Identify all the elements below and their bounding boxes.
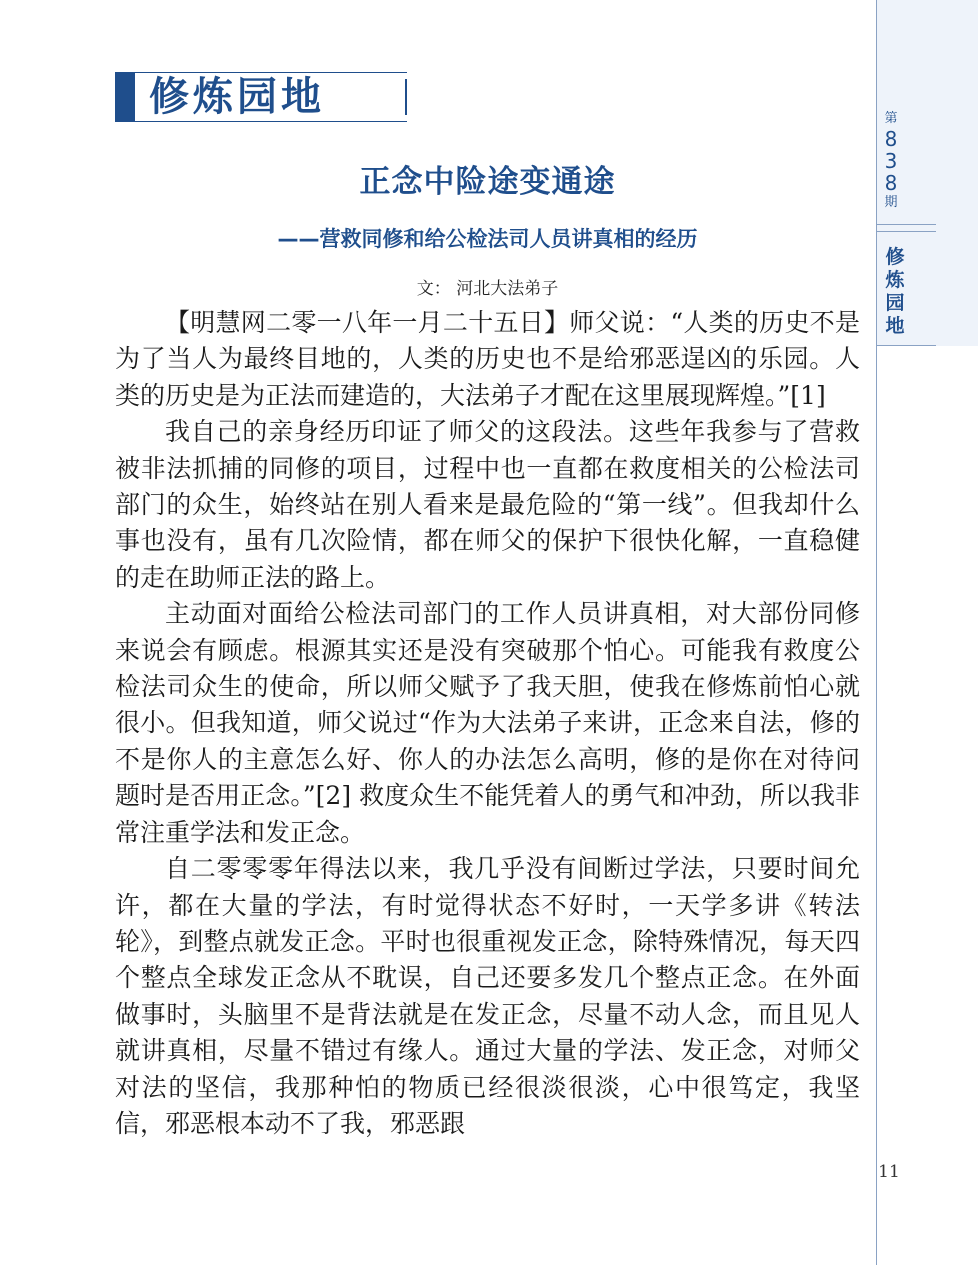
sidebar-rule xyxy=(876,224,936,225)
issue-number xyxy=(878,110,904,212)
section-banner xyxy=(115,72,407,122)
issue-digit: 8 xyxy=(884,127,898,151)
sidebar-rule xyxy=(876,345,936,346)
issue-suffix: 期 xyxy=(884,195,898,210)
article-title: 正念中险途变通途 xyxy=(359,164,616,200)
article-body xyxy=(115,305,860,1142)
article-byline: 文： 河北大法弟子 xyxy=(416,279,559,299)
paragraph: 主动面对面给公检法司部门的工作人员讲真相，对大部份同修来说会有顾虑。根源其实还是没有突破那个怕心。可能我有救度公检法司众生的使命，所以师父赋予了我天胆，使我在修炼前怕心就很小。但我知道，师父说过“作为大法弟子来讲，正念来自法，修的不是你人的主意怎么好、你人的办法怎么高明，修的是你在对待问题时是否用正念。”[2] 救度众生不能凭着人的勇气和冲劲，所以我非常注重学法和发正念。 xyxy=(115,599,860,847)
section-char: 园 xyxy=(885,292,905,314)
section-char: 修 xyxy=(885,246,905,268)
sidebar-section-label xyxy=(880,246,910,338)
section-char: 炼 xyxy=(885,269,905,291)
banner-end-line xyxy=(405,79,407,115)
page-sidebar xyxy=(876,0,978,1265)
paragraph: 我自己的亲身经历印证了师父的这段法。这些年我参与了营救被非法抓捕的同修的项目，过程中也一直都在救度相关的公检法司部门的众生，始终站在别人看来是最危险的“第一线”。但我却什么事也没有，虽有几次险情，都在师父的保护下很快化解，一直稳健的走在助师正法的路上。 xyxy=(115,417,860,592)
paragraph: 【明慧网二零一八年一月二十五日】师父说：“人类的历史不是为了当人为最终目地的，人类的历史也不是给邪恶逞凶的乐园。人类的历史是为正法而建造的，大法弟子才配在这里展现辉煌。”[1] xyxy=(115,308,860,410)
issue-digit: 8 xyxy=(884,171,898,195)
section-char: 地 xyxy=(885,315,905,337)
sidebar-divider xyxy=(876,0,877,1265)
issue-prefix: 第 xyxy=(884,111,898,126)
section-title: 修炼园地 xyxy=(149,74,325,120)
article-subtitle: ——营救同修和给公检法司人员讲真相的经历 xyxy=(277,227,698,251)
sidebar-rule xyxy=(876,231,936,232)
page-mark-line xyxy=(876,1195,877,1265)
issue-digit: 3 xyxy=(884,149,898,173)
paragraph: 自二零零零年得法以来，我几乎没有间断过学法，只要时间允许，都在大量的学法，有时觉得状态不好时，一天学多讲《转法轮》，到整点就发正念。平时也很重视发正念，除特殊情况，每天四个整点全球发正念从不耽误，自己还要多发几个整点正念。在外面做事时，头脑里不是背法就是在发正念，尽量不动人念，而且见人就讲真相，尽量不错过有缘人。通过大量的学法、发正念，对师父对法的坚信，我那种怕的物质已经很淡很淡，心中很笃定，我坚信，邪恶根本动不了我，邪恶跟 xyxy=(115,854,860,1138)
page-number: 11 xyxy=(878,1162,900,1182)
banner-bar xyxy=(115,72,135,122)
